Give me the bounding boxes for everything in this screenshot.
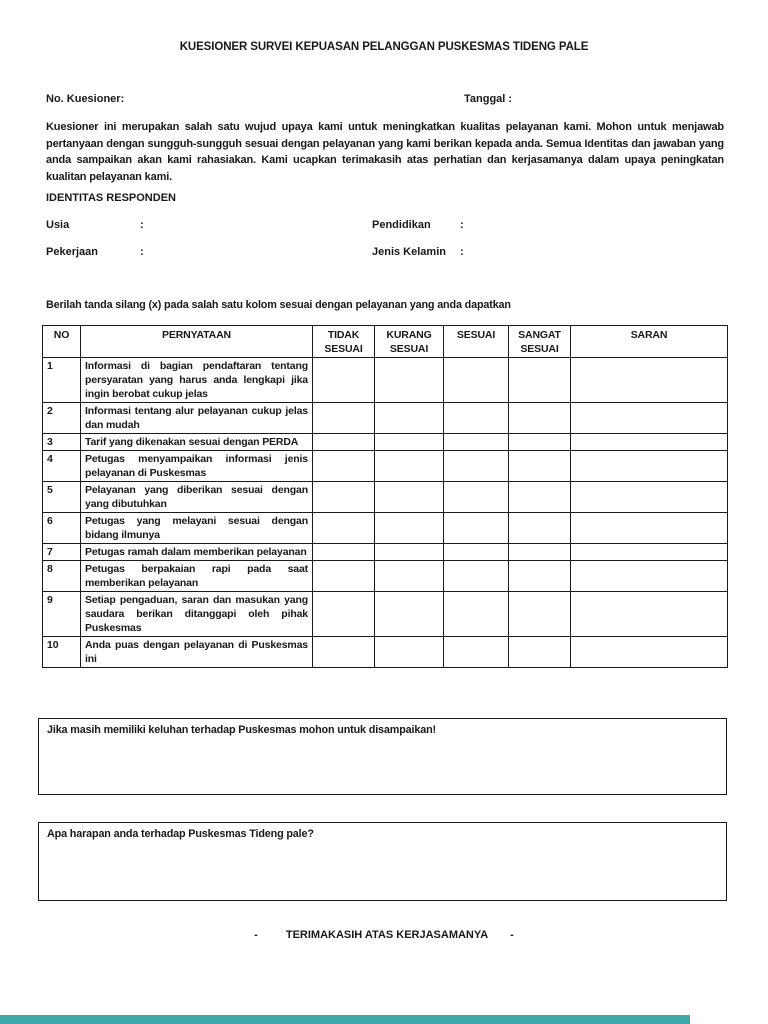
answer-cell-kurang-sesuai[interactable] [375, 434, 444, 451]
saran-cell-saran[interactable] [571, 544, 728, 561]
pernyataan-text: Tarif yang dikenakan sesuai dengan PERDA [81, 434, 313, 451]
pernyataan-text: Pelayanan yang diberikan sesuai dengan yang dibutuhkan [81, 482, 313, 513]
pekerjaan-label: Pekerjaan [46, 246, 98, 258]
row-number: 6 [43, 513, 81, 544]
column-header-pernyataan: PERNYATAAN [81, 326, 313, 358]
pernyataan-text: Informasi tentang alur pelayanan cukup jelas dan mudah [81, 403, 313, 434]
marking-instruction: Berilah tanda silang (x) pada salah satu kolom sesuai dengan pelayanan yang anda dapatkan [46, 299, 511, 311]
saran-cell-saran[interactable] [571, 513, 728, 544]
usia-label: Usia [46, 219, 70, 231]
no-kuesioner-label: No. Kuesioner: [46, 93, 125, 105]
column-header-saran: SARAN [571, 326, 728, 358]
pendidikan-label: Pendidikan [372, 219, 431, 231]
answer-cell-sangat-sesuai[interactable] [509, 403, 571, 434]
table-row [43, 561, 728, 592]
answer-cell-tidak-sesuai[interactable] [313, 403, 375, 434]
identity-row-usia-pendidikan [46, 219, 724, 233]
usia-colon: : [140, 219, 144, 231]
row-number: 4 [43, 451, 81, 482]
answer-cell-sesuai[interactable] [444, 403, 509, 434]
answer-cell-tidak-sesuai[interactable] [313, 513, 375, 544]
saran-cell-saran[interactable] [571, 434, 728, 451]
table-row [43, 434, 728, 451]
footer-thanks-row [0, 929, 768, 941]
table-row [43, 451, 728, 482]
table-row [43, 592, 728, 637]
survey-table-head-row [43, 326, 728, 358]
jenis-kelamin-colon: : [460, 246, 464, 258]
answer-cell-sesuai[interactable] [444, 358, 509, 403]
answer-cell-kurang-sesuai[interactable] [375, 544, 444, 561]
page-title: KUESIONER SURVEI KEPUASAN PELANGGAN PUSKESMAS TIDENG PALE [179, 41, 589, 53]
answer-cell-tidak-sesuai[interactable] [313, 544, 375, 561]
column-header-kurang-sesuai: KURANG SESUAI [375, 326, 444, 358]
answer-cell-tidak-sesuai[interactable] [313, 561, 375, 592]
harapan-feedback-box[interactable] [38, 822, 727, 901]
identity-row-pekerjaan-jeniskelamin [46, 246, 724, 260]
answer-cell-kurang-sesuai[interactable] [375, 451, 444, 482]
keluhan-feedback-box[interactable] [38, 718, 727, 795]
answer-cell-kurang-sesuai[interactable] [375, 592, 444, 637]
survey-table [42, 325, 728, 668]
footer-right-dash: - [510, 929, 514, 941]
row-number: 10 [43, 637, 81, 668]
page-bottom-accent-bar [0, 1015, 690, 1024]
column-header-sesuai: SESUAI [444, 326, 509, 358]
answer-cell-sangat-sesuai[interactable] [509, 513, 571, 544]
pernyataan-text: Petugas ramah dalam memberikan pelayanan [81, 544, 313, 561]
row-number: 1 [43, 358, 81, 403]
row-number: 8 [43, 561, 81, 592]
column-header-tidak-sesuai: TIDAK SESUAI [313, 326, 375, 358]
pernyataan-text: Petugas berpakaian rapi pada saat memberikan pelayanan [81, 561, 313, 592]
saran-cell-saran[interactable] [571, 637, 728, 668]
saran-cell-saran[interactable] [571, 592, 728, 637]
saran-cell-saran[interactable] [571, 451, 728, 482]
answer-cell-kurang-sesuai[interactable] [375, 513, 444, 544]
row-number: 7 [43, 544, 81, 561]
answer-cell-sangat-sesuai[interactable] [509, 451, 571, 482]
table-row [43, 358, 728, 403]
answer-cell-kurang-sesuai[interactable] [375, 482, 444, 513]
pernyataan-text: Setiap pengaduan, saran dan masukan yang saudara berikan ditanggapi oleh pihak Puskesmas [81, 592, 313, 637]
answer-cell-sangat-sesuai[interactable] [509, 544, 571, 561]
answer-cell-sesuai[interactable] [444, 482, 509, 513]
identitas-responden-heading: IDENTITAS RESPONDEN [46, 192, 176, 204]
row-number: 3 [43, 434, 81, 451]
answer-cell-sangat-sesuai[interactable] [509, 434, 571, 451]
answer-cell-sangat-sesuai[interactable] [509, 637, 571, 668]
answer-cell-sangat-sesuai[interactable] [509, 358, 571, 403]
answer-cell-sesuai[interactable] [444, 434, 509, 451]
table-row [43, 482, 728, 513]
saran-cell-saran[interactable] [571, 403, 728, 434]
harapan-box-label: Apa harapan anda terhadap Puskesmas Tideng pale? [47, 828, 314, 840]
pekerjaan-colon: : [140, 246, 144, 258]
answer-cell-kurang-sesuai[interactable] [375, 403, 444, 434]
answer-cell-sangat-sesuai[interactable] [509, 592, 571, 637]
answer-cell-tidak-sesuai[interactable] [313, 358, 375, 403]
table-row [43, 637, 728, 668]
intro-paragraph: Kuesioner ini merupakan salah satu wujud upaya kami untuk meningkatkan kualitas pelayanan kami. Mohon untuk menjawab pertanyaan dengan sungguh-sungguh sesuai dengan pelayanan yang kami berikan kepada anda. Semua Identitas dan jawaban yang anda sampaikan akan kami rahasiakan. Kami ucapkan terimakasih atas perhatian dan kerjasamanya dalam upaya peningkatan kualitan pelayanan kami. [46, 121, 724, 183]
answer-cell-kurang-sesuai[interactable] [375, 637, 444, 668]
answer-cell-tidak-sesuai[interactable] [313, 637, 375, 668]
answer-cell-sesuai[interactable] [444, 513, 509, 544]
answer-cell-sangat-sesuai[interactable] [509, 561, 571, 592]
footer-left-dash: - [254, 929, 258, 941]
saran-cell-saran[interactable] [571, 561, 728, 592]
questionnaire-meta-row [46, 93, 724, 107]
table-row [43, 403, 728, 434]
pendidikan-colon: : [460, 219, 464, 231]
saran-cell-saran[interactable] [571, 482, 728, 513]
column-header-no: NO [43, 326, 81, 358]
answer-cell-tidak-sesuai[interactable] [313, 592, 375, 637]
answer-cell-sangat-sesuai[interactable] [509, 482, 571, 513]
keluhan-box-label: Jika masih memiliki keluhan terhadap Puskesmas mohon untuk disampaikan! [47, 724, 436, 736]
row-number: 2 [43, 403, 81, 434]
answer-cell-kurang-sesuai[interactable] [375, 561, 444, 592]
pernyataan-text: Informasi di bagian pendaftaran tentang persyaratan yang harus anda lengkapi jika ingin berobat cukup jelas [81, 358, 313, 403]
pernyataan-text: Petugas yang melayani sesuai dengan bidang ilmunya [81, 513, 313, 544]
answer-cell-kurang-sesuai[interactable] [375, 358, 444, 403]
answer-cell-tidak-sesuai[interactable] [313, 434, 375, 451]
table-row [43, 513, 728, 544]
answer-cell-sesuai[interactable] [444, 544, 509, 561]
pernyataan-text: Petugas menyampaikan informasi jenis pelayanan di Puskesmas [81, 451, 313, 482]
pernyataan-text: Anda puas dengan pelayanan di Puskesmas ini [81, 637, 313, 668]
answer-cell-sesuai[interactable] [444, 561, 509, 592]
row-number: 9 [43, 592, 81, 637]
jenis-kelamin-label: Jenis Kelamin [372, 246, 446, 258]
footer-thanks-text: TERIMAKASIH ATAS KERJASAMANYA [285, 929, 489, 941]
row-number: 5 [43, 482, 81, 513]
saran-cell-saran[interactable] [571, 358, 728, 403]
answer-cell-sesuai[interactable] [444, 451, 509, 482]
column-header-sangat-sesuai: SANGAT SESUAI [509, 326, 571, 358]
answer-cell-sesuai[interactable] [444, 592, 509, 637]
answer-cell-sesuai[interactable] [444, 637, 509, 668]
tanggal-label: Tanggal : [464, 93, 513, 105]
answer-cell-tidak-sesuai[interactable] [313, 482, 375, 513]
table-row [43, 544, 728, 561]
answer-cell-tidak-sesuai[interactable] [313, 451, 375, 482]
